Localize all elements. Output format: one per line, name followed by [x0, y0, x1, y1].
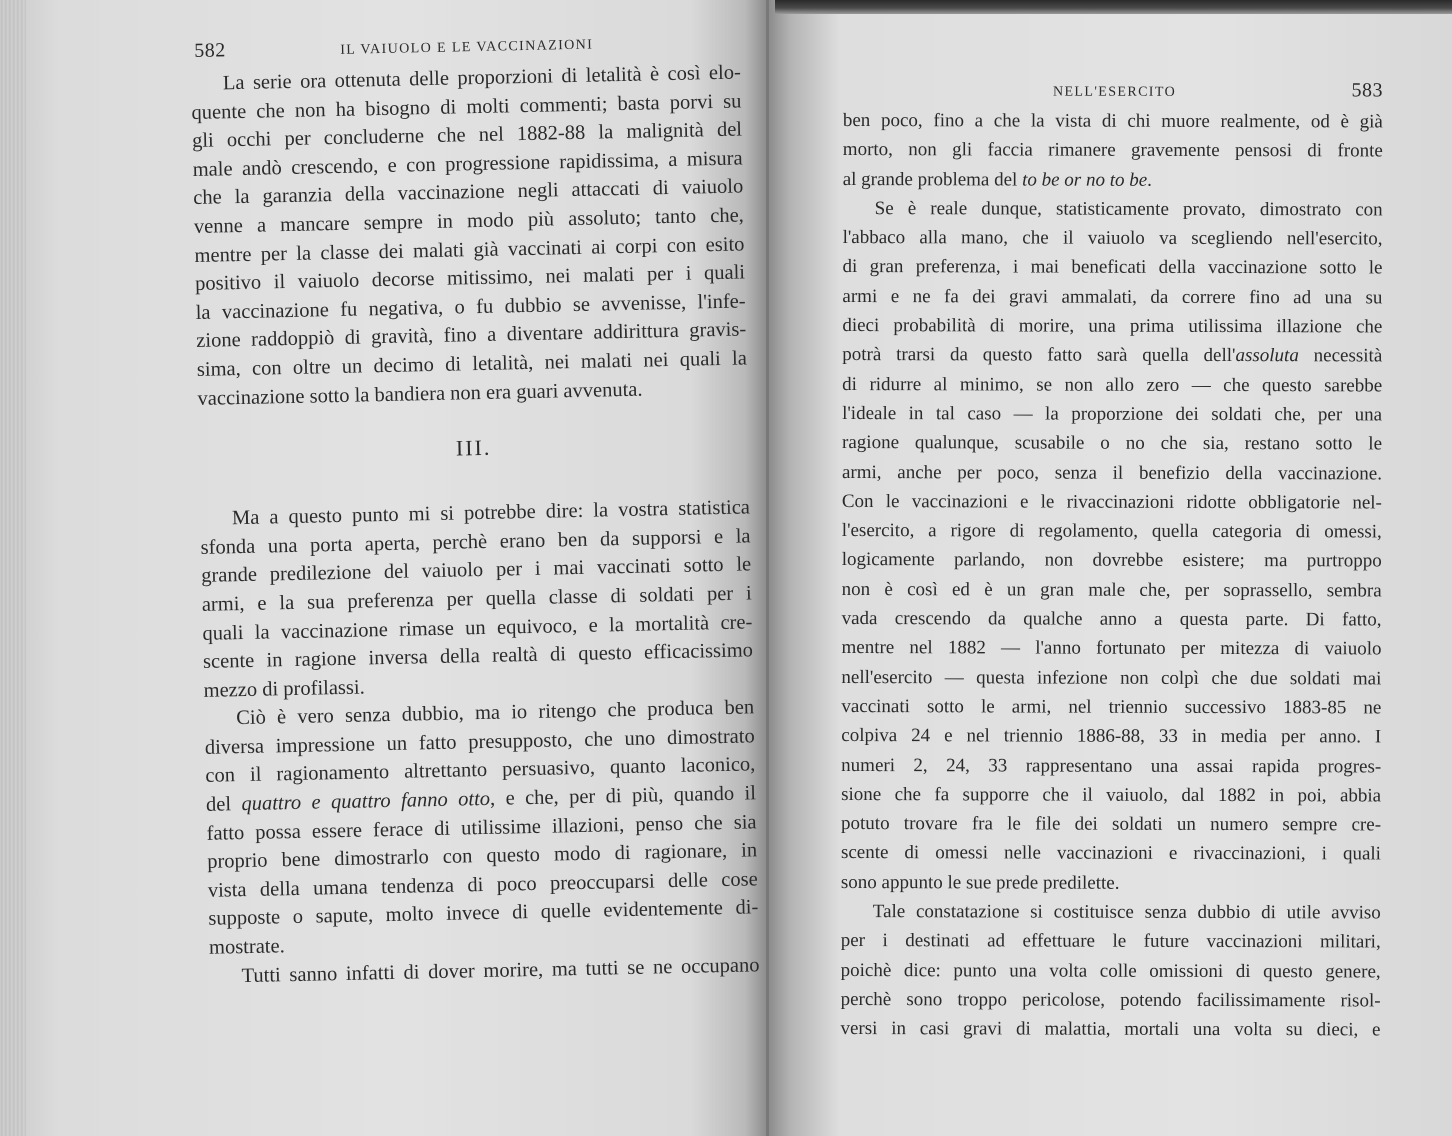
text-line: fatto possa essere ferace di utilissime illazioni, penso che sia	[206, 810, 757, 845]
text-line: nell'esercito — questa infezione non colpì che due soldati mai	[841, 666, 1382, 690]
text-line: La serie ora ottenuta delle proporzioni di letalità è così elo-	[222, 61, 742, 95]
text-line: la vaccinazione fu negativa, o fu dubbio se avvenisse, l'infe-	[195, 290, 746, 324]
text-line: sono appunto le sue prede predilette.	[840, 871, 1120, 894]
section-heading: III.	[455, 434, 492, 461]
text-line: mentre per la classe dei malati già vaccinati ai corpi con esito	[194, 232, 745, 267]
text-line: mezzo di profilassi.	[203, 676, 365, 702]
text-fragment: .	[1147, 169, 1152, 191]
text-line: vaccinazione sotto la bandiera non era guari avvenuta.	[197, 378, 643, 410]
text-line: Ma a questo punto mi si potrebbe dire: la vostra statistica	[231, 496, 751, 530]
text-line: sfonda una porta aperta, perchè erano ben da supporsi e la	[200, 525, 751, 559]
text-line: venne a mancare sempre in modo più assoluto; tanto che,	[193, 204, 745, 238]
text-line: numeri 2, 24, 33 rappresentano una assai rapida progres-	[841, 754, 1382, 777]
paragraph-3-right	[840, 897, 1380, 1045]
text-fragment: potrà trarsi da questo fatto sarà quella dell'	[842, 344, 1236, 367]
right-page	[840, 76, 1383, 1045]
text-line: positivo il vaiuolo decorse mitissimo, nei malati per i quali	[194, 261, 746, 296]
text-line: l'abbaco alla mano, che il vaiuolo va scegliendo nell'esercito,	[842, 227, 1383, 250]
left-page	[190, 28, 760, 991]
text-line: l'ideale in tal caso — la proporzione dei soldati che, per una	[842, 402, 1383, 426]
italic-phrase: assoluta	[1235, 345, 1299, 367]
text-line: colpiva 24 e nel triennio 1886-88, 33 in media per anno. I	[841, 725, 1382, 748]
text-line: grande predilezione del vaiuolo per i mai vaccinati sotto le	[201, 553, 752, 588]
text-line: scente di omessi nelle vaccinazioni e rivaccinazioni, i quali	[840, 842, 1381, 865]
book-gutter	[766, 0, 769, 1136]
paragraph-2-left	[200, 494, 754, 706]
running-head-right	[843, 76, 1383, 107]
text-line-with-italic	[843, 165, 1383, 196]
text-line: non è così ed è un gran male che, per soprassello, sembra	[841, 578, 1382, 602]
text-line: armi, anche per poco, senza il benefizio della vaccinazione.	[841, 461, 1382, 484]
text-line: Tale constatazione si costituisce senza dubbio di utile avviso	[872, 901, 1381, 924]
text-line: versi in casi gravi di malattia, mortali una volta su dieci, e	[840, 1018, 1381, 1041]
text-line: Ciò è vero senza dubbio, ma io ritengo che produca ben	[235, 696, 755, 730]
text-line: zione raddoppiò di gravità, fino a diventare addirittura gravis-	[196, 318, 747, 353]
text-line: quali la vaccinazione rimase un equivoco, e la mortalità cre-	[202, 610, 753, 645]
italic-phrase: quattro e quattro fanno otto	[241, 787, 491, 816]
text-line: vada crescendo da qualche anno a questa parte. Di fatto,	[841, 608, 1382, 631]
text-line: armi e ne fa dei gravi ammalati, da correre fino ad una su	[842, 285, 1383, 309]
page-top-shadow	[775, 0, 1452, 14]
paragraph-1-left	[191, 58, 748, 413]
text-line: per i destinati ad effettuare le future vaccinazioni militari,	[840, 930, 1381, 953]
text-line: dieci probabilità di morire, una prima utilissima illazione che	[842, 315, 1383, 338]
text-line: poichè dice: punto una volta colle omissioni di questo genere,	[840, 959, 1381, 983]
paragraph-2-right	[841, 194, 1383, 899]
text-line: ragione qualunque, scusabile o no che sia, restano sotto le	[842, 432, 1383, 455]
text-line: diversa impressione un fatto presupposto, che uno dimostrato	[204, 725, 755, 759]
italic-phrase: to be or no to be	[1022, 169, 1148, 191]
text-line: logicamente parlando, non dovrebbe esistere; ma purtroppo	[841, 549, 1382, 572]
text-line: di gran preferenza, i mai beneficati della vaccinazione sotto le	[842, 256, 1383, 279]
text-fragment: al grande problema del	[842, 168, 1023, 191]
text-line: Con le vaccinazioni e le rivaccinazioni ridotte obbligatorie nel-	[841, 490, 1382, 514]
text-line: scente in ragione inversa della realtà di questo efficacissimo	[202, 639, 754, 673]
text-line: mostrate.	[208, 935, 285, 959]
text-line: armi, e la sua preferenza per quella classe di soldati per i	[201, 582, 752, 616]
text-fragment: , e che, per di più, quando il	[489, 782, 757, 810]
text-line: Se è reale dunque, statisticamente provato, dimostrato con	[874, 197, 1383, 221]
page-number-left: 582	[193, 39, 226, 62]
page-stack-edge	[0, 0, 26, 1136]
running-title-right: NELL'ESERCITO	[1052, 84, 1177, 100]
text-fragment: necessità	[1298, 345, 1383, 367]
text-fragment: del	[205, 793, 242, 816]
paragraph-1-right	[843, 106, 1383, 195]
text-line: supposte o sapute, molto invece di quelle evidentemente di-	[208, 896, 759, 931]
text-line: sima, con oltre un decimo di letalità, nei malati nei quali la	[196, 347, 748, 381]
text-line: l'esercito, a rigore di regolamento, quella categoria di omessi,	[841, 520, 1382, 543]
running-title-left: IL VAIUOLO E LE VACCINAZIONI	[340, 37, 594, 58]
text-line: perchè sono troppo pericolose, potendo facilissimamente risol-	[840, 988, 1381, 1012]
page-number-right: 583	[1351, 79, 1383, 102]
text-line: vaccinati sotto le armi, nel triennio successivo 1883-85 ne	[841, 695, 1382, 719]
text-line: ben poco, fino a che la vista di chi muore realmente, od è già	[842, 109, 1383, 133]
paragraph-3-left	[204, 694, 759, 963]
text-line: morto, non gli faccia rimanere gravemente pensosi di fronte	[842, 139, 1383, 162]
text-line: che la garanzia della vaccinazione negli attaccati di vaiuolo	[193, 175, 744, 210]
text-line: sione che fa supporre che il vaiuolo, dal 1882 in poi, abbia	[841, 783, 1382, 807]
text-line: vista della umana tendenza di poco preoccuparsi delle cose	[207, 868, 758, 902]
text-line: Tutti sanno infatti di dover morire, ma tutti se ne occupano	[241, 953, 760, 987]
text-line: con il ragionamento altrettanto persuasivo, quanto laconico,	[205, 753, 756, 788]
text-line: gli occhi per concluderne che nel 1882-88 la malignità del	[191, 118, 743, 153]
text-line-with-italic	[842, 340, 1382, 371]
text-line: proprio bene dimostrarlo con questo modo di ragionare, in	[206, 839, 758, 874]
text-line: potuto trovare fra le file dei soldati un numero sempre cre-	[841, 813, 1382, 836]
text-line: quente che non ha bisogno di molti commenti; basta porvi su	[191, 90, 742, 124]
text-line: mentre nel 1882 — l'anno fortunato per mitezza di vaiuolo	[841, 637, 1382, 660]
text-line: male andò crescendo, e con progressione rapidissima, a misura	[192, 147, 743, 181]
text-line: di ridurre al minimo, se non allo zero — che questo sarebbe	[842, 373, 1383, 397]
